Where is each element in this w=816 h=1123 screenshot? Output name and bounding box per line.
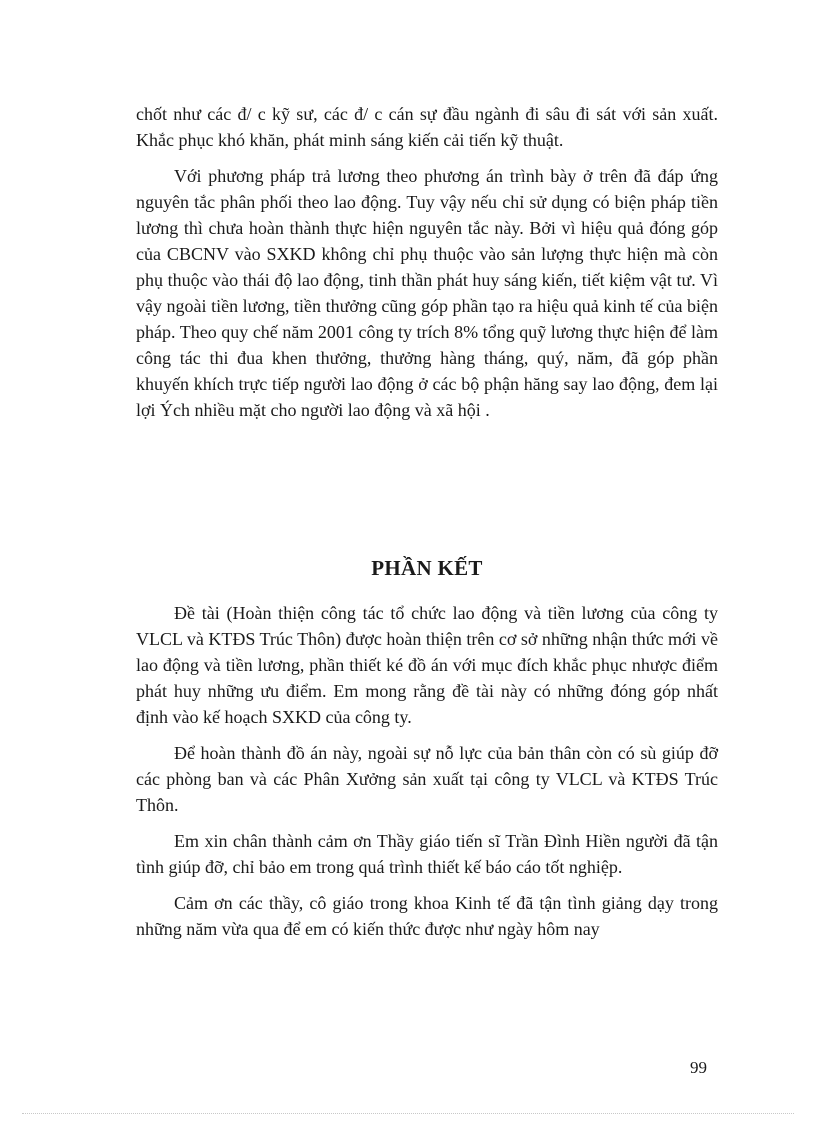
conclusion-paragraph: Đề tài (Hoàn thiện công tác tổ chức lao động và tiền lương của công ty VLCL và KTĐS Trúc Thôn) được hoàn thiện trên cơ sở những nhận thức mới về lao động và tiền lương, phần thiết ké đồ án với mục đích khắc phục nhược điểm phát huy những ưu điểm. Em mong rằng đề tài này có những đóng góp nhất định vào kế hoạch SXKD của công ty. (136, 603, 718, 727)
conclusion-paragraph: Em xin chân thành cảm ơn Thầy giáo tiến sĩ Trần Đình Hiền người đã tận tình giúp đỡ, chỉ bảo em trong quá trình thiết kế báo cáo tốt nghiệp. (136, 831, 718, 877)
page-number: 99 (690, 1058, 707, 1077)
body-text-top (136, 101, 718, 423)
conclusion-text (136, 600, 718, 942)
conclusion-paragraph: Cảm ơn các thầy, cô giáo trong khoa Kinh tế đã tận tình giảng dạy trong những năm vừa qua để em có kiến thức được như ngày hôm nay (136, 893, 718, 939)
section-title: PHẦN KẾT (371, 556, 483, 580)
intro-paragraph: chốt như các đ/ c kỹ sư, các đ/ c cán sự đầu ngành đi sâu đi sát với sản xuất. Khắc phục khó khăn, phát minh sáng kiến cải tiến kỹ thuật. (136, 104, 718, 150)
wage-paragraph: Với phương pháp trả lương theo phương án trình bày ở trên đã đáp ứng nguyên tắc phân phối theo lao động. Tuy vậy nếu chỉ sử dụng có biện pháp tiền lương thì chưa hoàn thành thực hiện nguyên tắc này. Bởi vì hiệu quả đóng góp của CBCNV vào SXKD không chỉ phụ thuộc vào sản lượng thực hiện mà còn phụ thuộc vào thái độ lao động, tinh thần phát huy sáng kiến, tiết kiệm vật tư. Vì vậy ngoài tiền lương, tiền thưởng cũng góp phần tạo ra hiệu quả kinh tế của biện pháp. Theo quy chế năm 2001 công ty trích 8% tổng quỹ lương thực hiện để làm công tác thi đua khen thưởng, thưởng hàng tháng, quý, năm, đã góp phần khuyến khích trực tiếp người lao động ở các bộ phận hăng say lao động, đem lại lợi Ých nhiều mặt cho người lao động và xã hội . (136, 166, 718, 420)
footer-divider (22, 1113, 794, 1114)
conclusion-paragraph: Để hoàn thành đồ án này, ngoài sự nỗ lực của bản thân còn có sù giúp đỡ các phòng ban và các Phân Xưởng sản xuất tại công ty VLCL và KTĐS Trúc Thôn. (136, 743, 718, 815)
